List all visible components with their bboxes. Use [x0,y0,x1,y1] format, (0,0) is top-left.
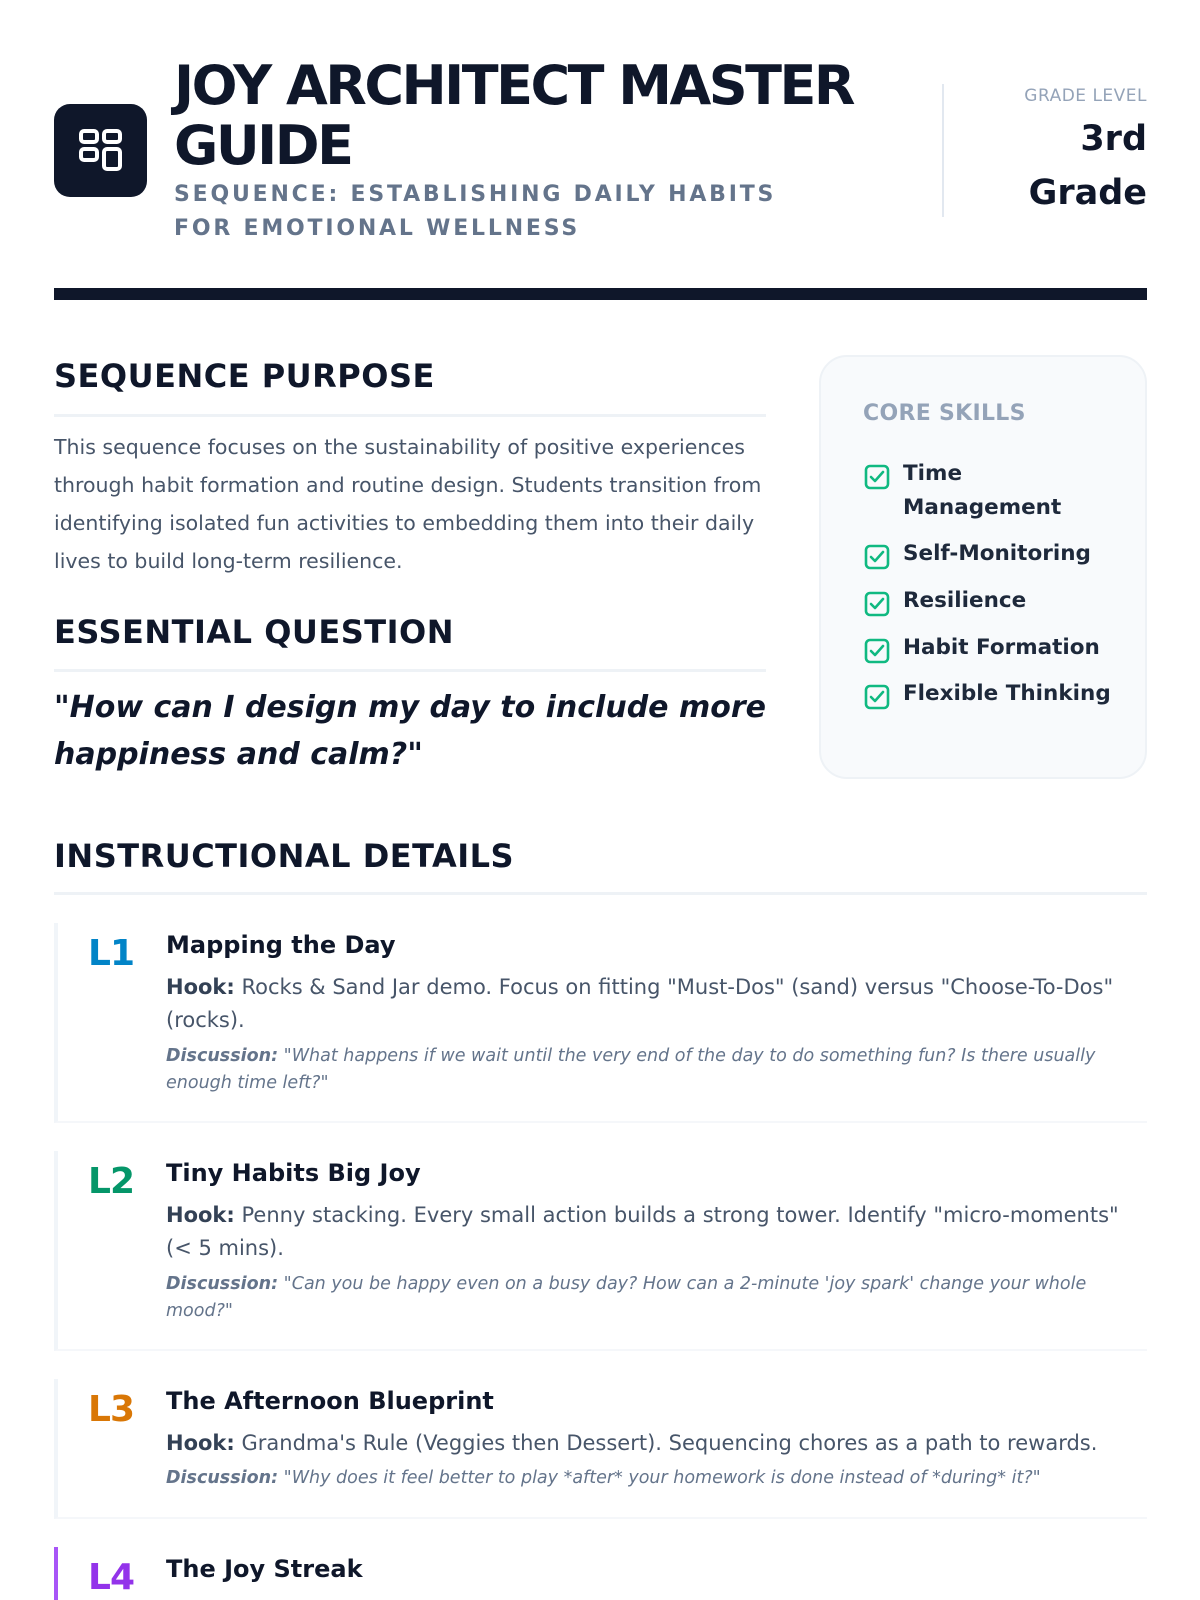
guide-header [54,56,1147,246]
purpose-text: This sequence focuses on the sustainability of positive experiences through habit formation and routine design. Students transition from identifying isolated fun activities to embedding them into their daily lives to build long-term resilience. [54,435,762,573]
lesson-hook [166,1427,1151,1460]
lesson-guide-page [54,0,1147,1600]
lesson-discussion [166,1043,1126,1097]
discussion-text: "What happens if we wait until the very end of the day to do something fun? Is there usually enough time left?" [166,1046,1096,1093]
lesson-title: The Afternoon Blueprint [166,1387,494,1415]
lesson-discussion [166,1465,1126,1492]
skill-label: Time Management [903,461,1062,520]
lesson-title: The Joy Streak [166,1555,363,1583]
essential-question-divider [54,669,766,672]
discussion-label: Discussion: [166,1274,279,1294]
skill-label: Resilience [903,588,1027,613]
lesson-number: L4 [88,1557,134,1598]
lesson-card [54,1379,1147,1519]
instructional-details-heading: INSTRUCTIONAL DETAILS [54,837,515,875]
hook-text: Penny stacking. Every small action builds a strong tower. Identify "micro-moments" (< 5 mins). [166,1203,1119,1260]
lesson-number: L1 [88,933,134,974]
header-rule [54,288,1147,300]
discussion-text: "Why does it feel better to play *after* your homework is done instead of *during* it?" [283,1468,1041,1488]
lesson-card [54,923,1147,1123]
essential-question-heading: ESSENTIAL QUESTION [54,613,454,651]
purpose-heading: SEQUENCE PURPOSE [54,357,435,395]
core-skills-title: CORE SKILLS [863,401,1026,426]
grade-level-label: GRADE LEVEL [1024,86,1147,106]
page-subtitle: SEQUENCE: ESTABLISHING DAILY HABITS FOR EMOTIONAL WELLNESS [174,182,777,241]
check-square-icon [863,637,891,665]
hook-label: Hook: [166,1431,235,1455]
hook-label: Hook: [166,1203,235,1227]
hook-text: Rocks & Sand Jar demo. Focus on fitting "Must-Dos" (sand) versus "Choose-To-Dos" (rocks). [166,975,1114,1032]
lesson-number: L2 [88,1161,134,1202]
check-square-icon [863,590,891,618]
discussion-text: "Can you be happy even on a busy day? How can a 2-minute 'joy spark' change your whole mood?" [166,1274,1087,1321]
discussion-label: Discussion: [166,1046,279,1066]
lesson-title: Tiny Habits Big Joy [166,1159,421,1187]
lesson-hook [166,1199,1151,1265]
purpose-divider [54,414,766,417]
lesson-card [54,1151,1147,1351]
check-square-icon [863,543,891,571]
lesson-title: Mapping the Day [166,931,396,959]
hook-label: Hook: [166,975,235,999]
lesson-hook [166,971,1151,1037]
skill-label: Habit Formation [903,635,1100,660]
check-square-icon [863,463,891,491]
essential-question-text: "How can I design my day to include more happiness and calm?" [54,690,766,772]
instructional-divider [54,892,1147,895]
hook-text: Grandma's Rule (Veggies then Dessert). Sequencing chores as a path to rewards. [241,1431,1098,1455]
skill-label: Self-Monitoring [903,541,1091,566]
lesson-card [54,1547,1147,1600]
skill-label: Flexible Thinking [903,681,1111,706]
lesson-number: L3 [88,1389,134,1430]
core-skills-card [819,355,1147,779]
lesson-discussion [166,1271,1126,1325]
logo-badge [54,104,147,197]
check-square-icon [863,683,891,711]
layout-grid-icon [78,128,123,173]
grade-level-value: 3rd Grade [1028,119,1147,213]
discussion-label: Discussion: [166,1468,279,1488]
header-divider [942,84,944,217]
page-title: JOY ARCHITECT MASTER GUIDE [174,54,853,177]
